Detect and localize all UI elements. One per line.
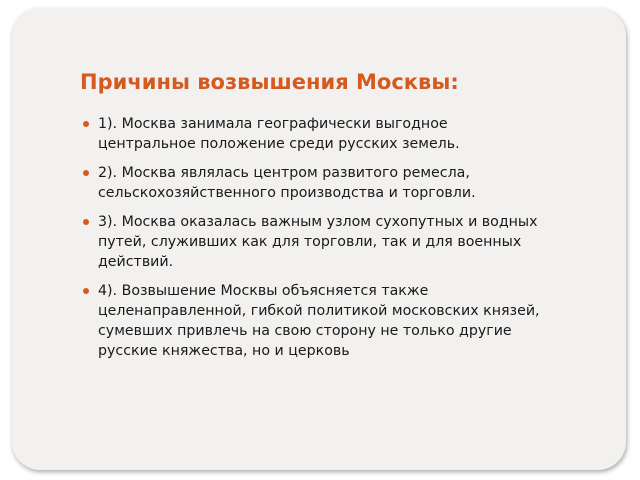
bullet-dot-icon: [83, 121, 89, 127]
list-item-line: 1). Москва занимала географически выгодное: [98, 116, 448, 132]
slide: [12, 8, 626, 470]
slide-title: Причины возвышения Москвы:: [80, 70, 459, 94]
reasons-list: [82, 114, 602, 370]
list-item: [82, 212, 602, 272]
list-item-line: 3). Москва оказалась важным узлом сухопутных и водных: [98, 214, 538, 230]
list-item-line: 2). Москва являлась центром развитого ремесла,: [98, 165, 470, 181]
list-item-line: 4). Возвышение Москвы объясняется также: [98, 283, 429, 299]
list-item-line: русские княжества, но и церковь: [98, 343, 350, 359]
list-item-line: целенаправленной, гибкой политикой московских князей,: [98, 303, 540, 319]
bullet-dot-icon: [83, 288, 89, 294]
list-item: [82, 163, 602, 203]
list-item-line: центральное положение среди русских земель.: [98, 136, 460, 152]
bullet-dot-icon: [83, 219, 89, 225]
list-item-line: сельскохозяйственного производства и торговли.: [98, 185, 476, 201]
list-item-line: путей, служивших как для торговли, так и для военных: [98, 234, 522, 250]
list-item: [82, 281, 602, 361]
list-item-line: действий.: [98, 254, 174, 270]
list-item: [82, 114, 602, 154]
list-item-line: сумевших привлечь на свою сторону не только другие: [98, 323, 512, 339]
bullet-dot-icon: [83, 170, 89, 176]
